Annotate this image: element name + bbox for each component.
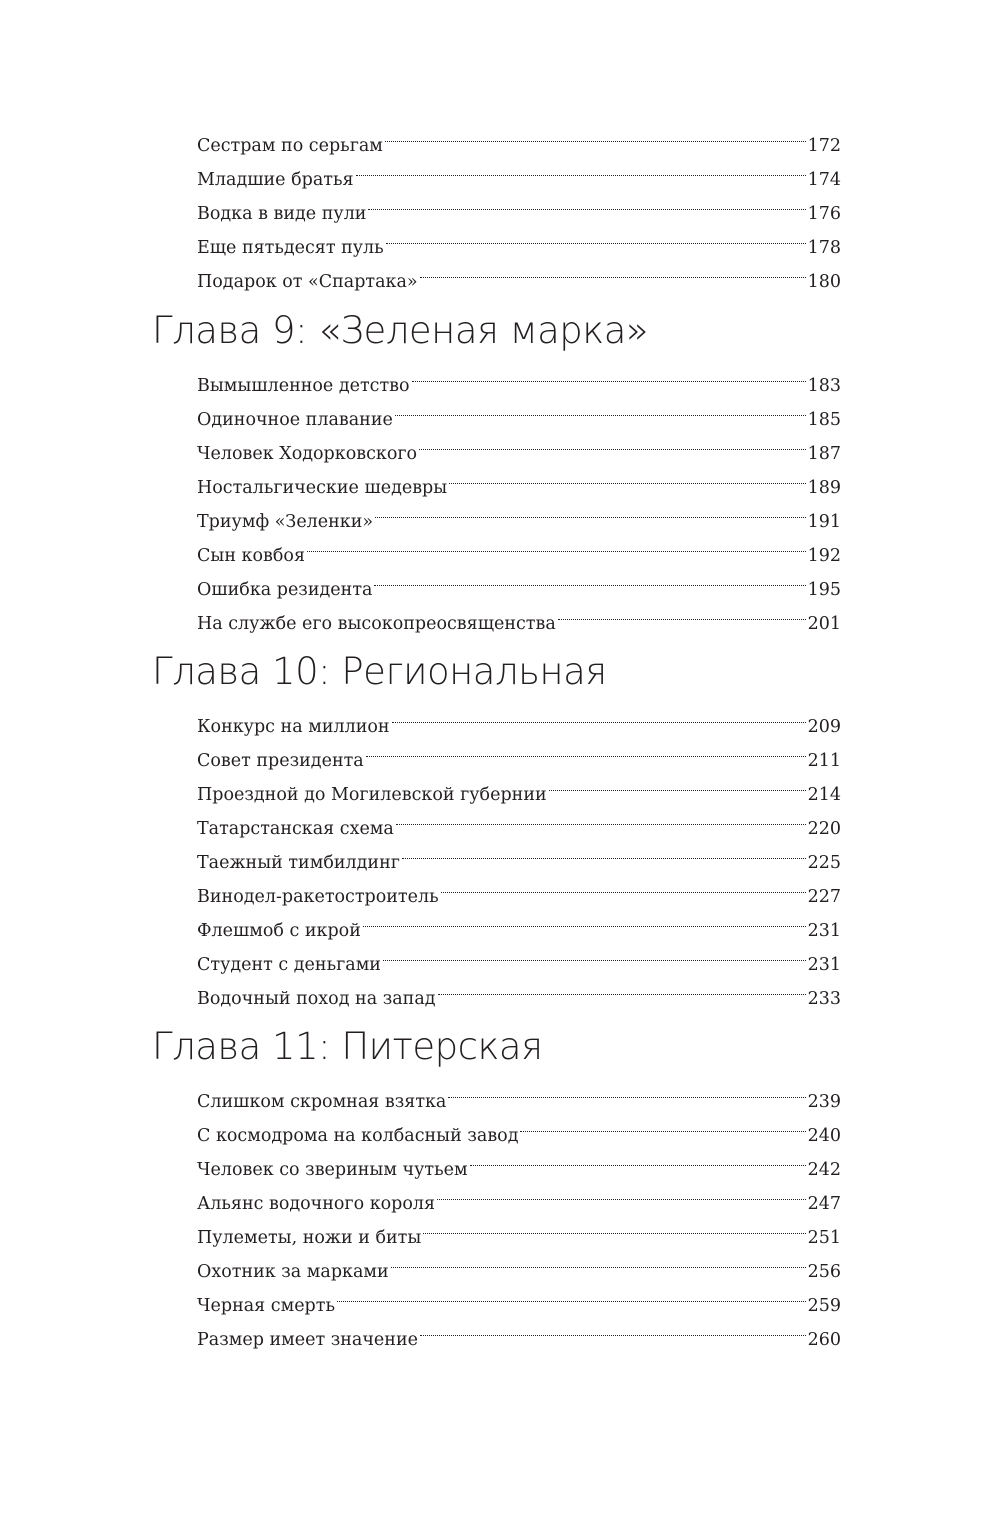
toc-entry-title: Студент с деньгами <box>197 955 381 975</box>
dot-leader <box>419 425 806 459</box>
toc-entry-page: 176 <box>807 204 841 224</box>
dot-leader <box>386 219 806 253</box>
dot-leader <box>420 253 806 287</box>
toc-entry <box>197 834 841 873</box>
toc-entry-title: Конкурс на миллион <box>197 717 390 737</box>
dot-leader <box>437 1175 806 1209</box>
toc-entry-page: 256 <box>807 1262 841 1282</box>
dot-leader <box>412 357 806 391</box>
dot-leader <box>383 936 806 970</box>
toc-entry-title: Младшие братья <box>197 170 354 190</box>
toc-entry <box>197 1141 841 1180</box>
toc-entry <box>197 357 841 396</box>
toc-entry <box>197 253 841 292</box>
dot-leader <box>375 493 805 527</box>
chapter-heading: Глава 10: Региональная <box>152 650 607 693</box>
chapter-heading: Глава 11: Питерская <box>152 1025 543 1068</box>
toc-entry-title: Размер имеет значение <box>197 1330 418 1350</box>
toc-entry <box>197 766 841 805</box>
dot-leader <box>356 151 806 185</box>
toc-entry-title: Подарок от «Спартака» <box>197 272 418 292</box>
toc-entry-title: Ностальгические шедевры <box>197 478 448 498</box>
toc-entry-page: 251 <box>807 1228 841 1248</box>
toc-entry-title: Охотник за марками <box>197 1262 389 1282</box>
dot-leader <box>374 561 805 595</box>
toc-entry-page: 185 <box>807 410 841 430</box>
toc-entry-title: Винодел-ракетостроитель <box>197 887 439 907</box>
toc-entry-title: Совет президента <box>197 751 364 771</box>
toc-entry-page: 192 <box>807 546 841 566</box>
dot-leader <box>392 698 806 732</box>
toc-entry <box>197 185 841 224</box>
toc-entry-title: Вымышленное детство <box>197 376 410 396</box>
toc-entry <box>197 1243 841 1282</box>
toc-entry <box>197 1175 841 1214</box>
dot-leader <box>366 732 806 766</box>
toc-entry-page: 247 <box>807 1194 841 1214</box>
toc-entry-title: Проездной до Могилевской губернии <box>197 785 547 805</box>
dot-leader <box>396 800 806 834</box>
toc-entry-page: 225 <box>807 853 841 873</box>
toc-entry <box>197 527 841 566</box>
toc-entry-page: 227 <box>807 887 841 907</box>
dot-leader <box>558 595 806 629</box>
toc-entry-title: Сестрам по серьгам <box>197 136 383 156</box>
toc-entry <box>197 595 841 634</box>
toc-entry-title: Одиночное плавание <box>197 410 393 430</box>
dot-leader <box>307 527 806 561</box>
toc-entry-title: Пулеметы, ножи и биты <box>197 1228 422 1248</box>
toc-entry-page: 233 <box>807 989 841 1009</box>
toc-entry-page: 187 <box>807 444 841 464</box>
toc-entry-page: 174 <box>807 170 841 190</box>
toc-entry-title: Слишком скромная взятка <box>197 1092 447 1112</box>
toc-section-chapter-9 <box>0 305 1000 634</box>
dot-leader <box>549 766 806 800</box>
toc-entry <box>197 902 841 941</box>
toc-entry <box>197 970 841 1009</box>
toc-entry <box>197 391 841 430</box>
toc-entry <box>197 459 841 498</box>
toc-entry-title: С космодрома на колбасный завод <box>197 1126 519 1146</box>
toc-entry-page: 242 <box>807 1160 841 1180</box>
toc-section-continued <box>0 117 1000 292</box>
dot-leader <box>520 1107 805 1141</box>
toc-entry-title: Сын ковбоя <box>197 546 305 566</box>
toc-entry-title: Человек Ходорковского <box>197 444 418 464</box>
toc-entry <box>197 1277 841 1316</box>
toc-entry-page: 195 <box>807 580 841 600</box>
toc-entry-title: Водочный поход на запад <box>197 989 436 1009</box>
toc-entry <box>197 732 841 771</box>
toc-entry-page: 189 <box>807 478 841 498</box>
dot-leader <box>423 1209 805 1243</box>
dot-leader <box>420 1311 806 1345</box>
toc-entry-page: 240 <box>807 1126 841 1146</box>
toc-entry-page: 231 <box>807 921 841 941</box>
toc-entry <box>197 493 841 532</box>
toc-entry-page: 220 <box>807 819 841 839</box>
dot-leader <box>438 970 806 1004</box>
toc-entry-title: Триумф «Зеленки» <box>197 512 374 532</box>
toc-entry-title: Водка в виде пули <box>197 204 367 224</box>
toc-entry <box>197 800 841 839</box>
toc-entry <box>197 117 841 156</box>
toc-entry-page: 231 <box>807 955 841 975</box>
dot-leader <box>363 902 806 936</box>
dot-leader <box>449 459 805 493</box>
dot-leader <box>448 1073 805 1107</box>
toc-entry-page: 172 <box>807 136 841 156</box>
toc-section-chapter-11 <box>0 1021 1000 1350</box>
toc-section-chapter-10 <box>0 646 1000 1009</box>
toc-entry-page: 178 <box>807 238 841 258</box>
dot-leader <box>395 391 806 425</box>
toc-entry <box>197 425 841 464</box>
dot-leader <box>441 868 806 902</box>
toc-entry-title: Флешмоб с икрой <box>197 921 361 941</box>
toc-entry-page: 183 <box>807 376 841 396</box>
toc-entry-page: 211 <box>807 751 841 771</box>
toc-entry <box>197 1311 841 1350</box>
toc-entry-title: Татарстанская схема <box>197 819 394 839</box>
toc-entry-title: Альянс водочного короля <box>197 1194 436 1214</box>
dot-leader <box>391 1243 806 1277</box>
toc-entry-page: 259 <box>807 1296 841 1316</box>
toc-entry-title: Ошибка резидента <box>197 580 373 600</box>
toc-entry-page: 209 <box>807 717 841 737</box>
toc-entry-page: 180 <box>807 272 841 292</box>
toc-entry <box>197 698 841 737</box>
toc-entry-page: 239 <box>807 1092 841 1112</box>
toc-entry <box>197 1107 841 1146</box>
toc-entry-title: Таежный тимбилдинг <box>197 853 400 873</box>
toc-entry-page: 214 <box>807 785 841 805</box>
dot-leader <box>385 117 806 151</box>
toc-entry <box>197 561 841 600</box>
toc-entry-page: 260 <box>807 1330 841 1350</box>
toc-entry-page: 201 <box>807 614 841 634</box>
dot-leader <box>368 185 805 219</box>
toc-entry-title: Человек со звериным чутьем <box>197 1160 468 1180</box>
dot-leader <box>470 1141 806 1175</box>
toc-entry <box>197 868 841 907</box>
toc-entry <box>197 151 841 190</box>
toc-entry-title: Черная смерть <box>197 1296 335 1316</box>
toc-entry-page: 191 <box>807 512 841 532</box>
toc-entry <box>197 1073 841 1112</box>
toc-entry <box>197 219 841 258</box>
toc-entry-title: Еще пятьдесят пуль <box>197 238 384 258</box>
toc-entry <box>197 936 841 975</box>
dot-leader <box>337 1277 806 1311</box>
toc-entry-title: На службе его высокопреосвященства <box>197 614 556 634</box>
dot-leader <box>402 834 806 868</box>
chapter-heading: Глава 9: «Зеленая марка» <box>152 309 649 352</box>
toc-entry <box>197 1209 841 1248</box>
